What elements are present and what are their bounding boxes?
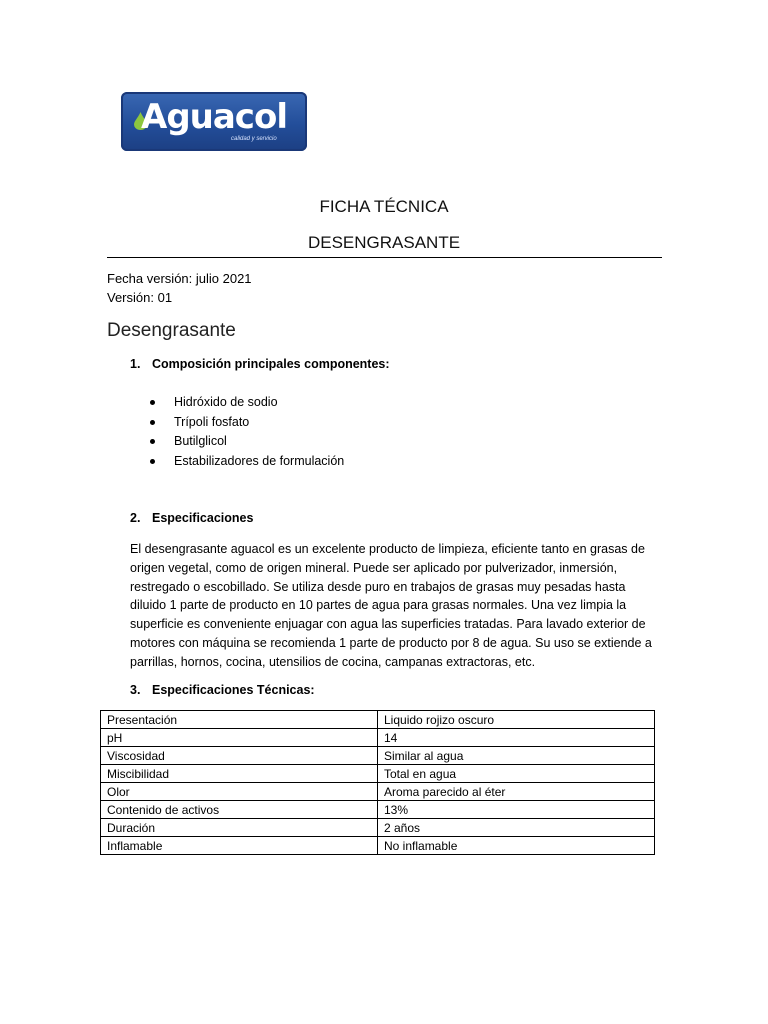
technical-specs-table [100, 710, 655, 855]
version-number: Versión: 01 [107, 290, 173, 305]
section-number: 2. [130, 511, 141, 525]
table-row [101, 729, 655, 747]
table-row [101, 783, 655, 801]
section-title: Composición principales componentes: [152, 357, 390, 371]
list-item: Hidróxido de sodio [150, 395, 344, 415]
product-title: DESENGRASANTE [307, 233, 461, 252]
paragraph-line: origen vegetal, como de origen mineral. Puede ser aplicado por pulverizador, inmersión, [130, 560, 618, 575]
list-item: Butilglicol [150, 434, 344, 454]
spec-key: Olor [101, 783, 378, 801]
list-item: Estabilizadores de formulación [150, 454, 344, 474]
section-composition-heading [130, 357, 390, 371]
paragraph-line: diluido 1 parte de producto en 10 partes de agua para grasas normales. Una vez limpia la [130, 598, 627, 613]
table-row [101, 747, 655, 765]
version-date: Fecha versión: julio 2021 [107, 271, 252, 286]
spec-value: 13% [378, 801, 655, 819]
document-title: FICHA TÉCNICA [319, 197, 449, 216]
spec-key: Viscosidad [101, 747, 378, 765]
product-heading: Desengrasante [107, 320, 236, 341]
paragraph-line: restregado o escobillado. Se utiliza desde puro en trabajos de grasas muy pesadas hasta [130, 579, 626, 594]
paragraph-line: superficie es conveniente enjuagar con agua las superficies tratadas. Para lavado exterior de [130, 617, 646, 632]
table-row [101, 837, 655, 855]
spec-value: No inflamable [378, 837, 655, 855]
spec-value: Total en agua [378, 765, 655, 783]
list-item: Trípoli fosfato [150, 415, 344, 435]
aguacol-logo [121, 92, 307, 151]
spec-key: Contenido de activos [101, 801, 378, 819]
spec-key: Duración [101, 819, 378, 837]
section-title: Especificaciones Técnicas: [152, 683, 315, 697]
section-technical-heading [130, 683, 315, 697]
table-row [101, 801, 655, 819]
description-paragraph [130, 540, 658, 672]
section-specifications-heading [130, 511, 253, 525]
logo-tagline: calidad y servicio [231, 136, 277, 142]
paragraph-line: parrillas, hornos, cocina, utensilios de cocina, campanas extractoras, etc. [130, 654, 536, 669]
spec-value: Aroma parecido al éter [378, 783, 655, 801]
section-title: Especificaciones [152, 511, 254, 525]
table-row [101, 711, 655, 729]
section-number: 3. [130, 683, 141, 697]
paragraph-line: El desengrasante aguacol es un excelente producto de limpieza, eficiente tanto en grasas de [130, 542, 645, 556]
spec-key: Inflamable [101, 837, 378, 855]
spec-value: 14 [378, 729, 655, 747]
logo-wordmark: Aguacol [141, 97, 287, 137]
spec-key: pH [101, 729, 378, 747]
section-number: 1. [130, 357, 141, 371]
spec-key: Presentación [101, 711, 378, 729]
table-row [101, 765, 655, 783]
spec-key: Miscibilidad [101, 765, 378, 783]
spec-value: Similar al agua [378, 747, 655, 765]
table-row [101, 819, 655, 837]
paragraph-line: motores con máquina se recomienda 1 parte de producto por 8 de agua. Su uso se extiende a [130, 635, 652, 650]
spec-value: 2 años [378, 819, 655, 837]
components-list [150, 395, 344, 473]
title-divider [107, 257, 662, 258]
spec-value: Liquido rojizo oscuro [378, 711, 655, 729]
